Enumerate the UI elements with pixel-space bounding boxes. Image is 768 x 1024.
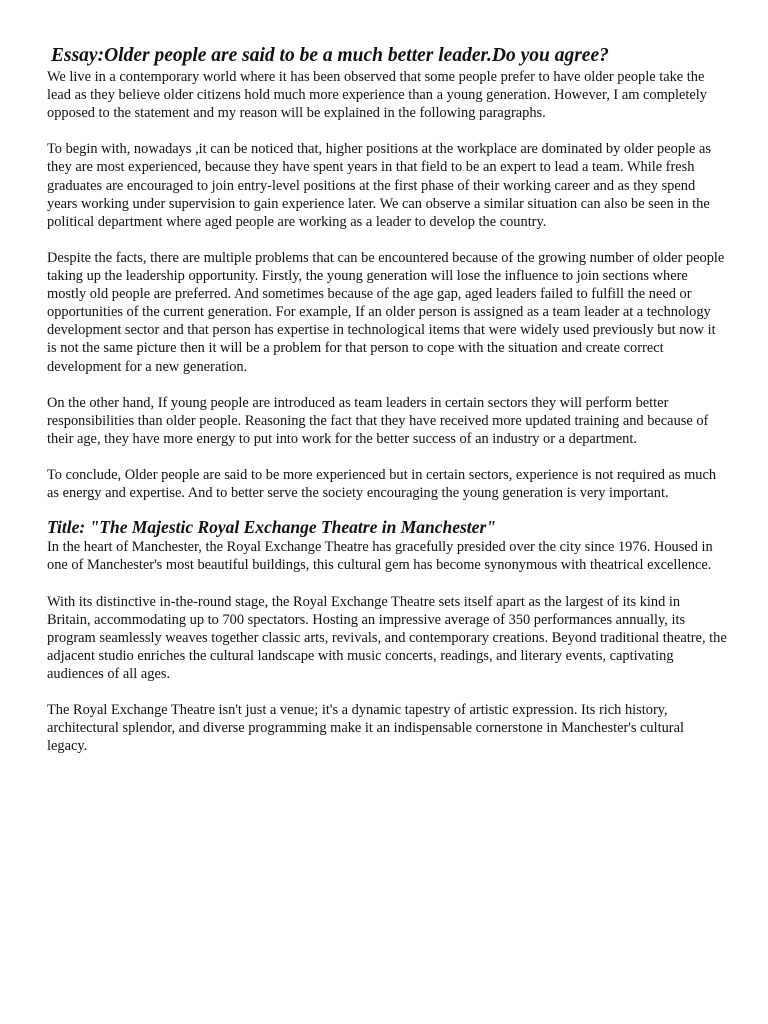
document-page <box>47 44 727 755</box>
article-title: Title: "The Majestic Royal Exchange Theatre in Manchester" <box>47 517 496 538</box>
essay-paragraph: We live in a contemporary world where it has been observed that some people prefer to have older people take the lead as they believe older citizens hold much more experience than a young generation. However, I am completely opposed to the statement and my reason will be explained in the following paragraphs. <box>47 69 707 122</box>
essay-body <box>47 68 727 502</box>
essay-paragraph: Despite the facts, there are multiple problems that can be encountered because of the growing number of older people taking up the leadership opportunity. Firstly, the young generation will lose the influence to join sections where mostly old people are preferred. And sometimes because of the age gap, aged leaders failed to fulfill the need or opportunities of the current generation. For example, If an older person is assigned as a team leader at a technology development sector and that person has expertise in technological items that were widely used previously but now it is not the same picture then it will be a problem for that person to cope with the situation and create correct development for a new generation. <box>47 249 725 375</box>
essay-paragraph: To begin with, nowadays ,it can be noticed that, higher positions at the workplace are dominated by older people as they are most experienced, because they have spent years in that field to be an expert to lead a team. While fresh graduates are encouraged to join entry-level positions at the first phase of their working career and as they spend years working under supervision to gain experience later. We can observe a similar situation can also be seen in the political department where aged people are working as a leader to develop the country. <box>47 141 711 230</box>
article-section <box>47 516 727 755</box>
article-paragraph: The Royal Exchange Theatre isn't just a venue; it's a dynamic tapestry of artistic expression. Its rich history, architectural splendor, and diverse programming make it an indispensable cornerstone in Manchester's cultural legacy. <box>47 702 684 755</box>
article-paragraph: With its distinctive in-the-round stage, the Royal Exchange Theatre sets itself apart as the largest of its kind in Britain, accommodating up to 700 spectators. Hosting an impressive average of 350 performances annually, its program seamlessly weaves together classic arts, revivals, and contemporary creations. Beyond traditional theatre, the adjacent studio enriches the cultural landscape with music concerts, readings, and literary events, captivating audiences of all ages. <box>47 593 727 682</box>
essay-section <box>47 44 727 502</box>
essay-paragraph: To conclude, Older people are said to be more experienced but in certain sectors, experience is not required as much as energy and expertise. And to better serve the society encouraging the young generation is very important. <box>47 467 717 502</box>
essay-paragraph: On the other hand, If young people are introduced as team leaders in certain sectors they will perform better responsibilities than older people. Reasoning the fact that they have received more updated training and because of their age, they have more energy to put into work for the better success of an industry or a department. <box>47 394 709 447</box>
article-paragraph: In the heart of Manchester, the Royal Exchange Theatre has gracefully presided over the city since 1976. Housed in one of Manchester's most beautiful buildings, this cultural gem has become synonymous with theatrical excellence. <box>47 539 713 574</box>
article-body <box>47 538 727 755</box>
essay-title: Essay:Older people are said to be a much better leader.Do you agree? <box>51 45 609 66</box>
